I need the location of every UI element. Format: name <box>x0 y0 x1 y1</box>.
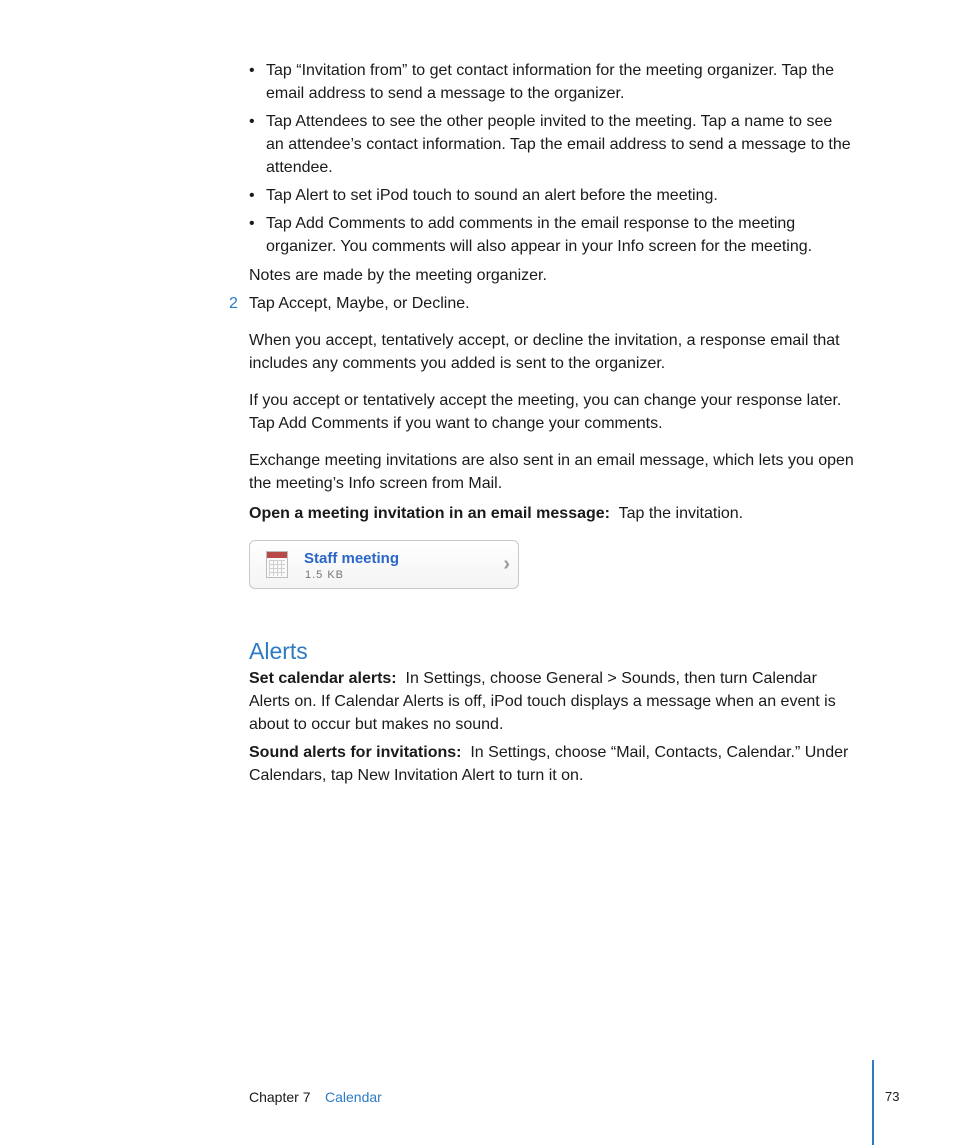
bullet-item <box>249 59 854 105</box>
bullet-item <box>249 184 854 207</box>
instruction-lead: Sound alerts for invitations: <box>249 744 462 761</box>
bullet-text: Tap “Invitation from” to get contact information for the meeting organizer. Tap the email address to send a message to the organizer. <box>266 62 835 102</box>
instruction-text: In Settings, choose “Mail, Contacts, Calendar.” Under Calendars, tap New Invitation Alert to turn it on. <box>249 744 849 784</box>
sound-alerts-invitations <box>249 741 861 787</box>
bullet-glyph: • <box>249 62 255 79</box>
instruction-text: In Settings, choose General > Sounds, then turn Calendar Alerts on. If Calendar Alerts is off, iPod touch displays a message when an event is about to occur but makes no sound. <box>249 670 836 733</box>
paragraph-exchange: Exchange meeting invitations are also sent in an email message, which lets you open the meeting’s Info screen from Mail. <box>249 452 854 492</box>
paragraph-change: If you accept or tentatively accept the meeting, you can change your response later. Tap Add Comments if you want to change your comments. <box>249 392 842 432</box>
page-number: 73 <box>885 1089 900 1104</box>
instruction-text: Tap the invitation. <box>618 505 744 522</box>
attachment-size: 1.5 KB <box>305 569 345 581</box>
notes-line: Notes are made by the meeting organizer. <box>249 267 547 284</box>
bullet-text: Tap Add Comments to add comments in the email response to the meeting organizer. You comments will also appear in your Info screen for the meeting. <box>266 215 813 255</box>
chevron-right-icon: › <box>503 553 510 575</box>
section-heading-alerts: Alerts <box>249 638 308 664</box>
attachment-title: Staff meeting <box>304 550 400 567</box>
invitation-attachment[interactable] <box>249 540 519 589</box>
calendar-icon <box>266 551 288 578</box>
step-text: Tap Accept, Maybe, or Decline. <box>249 295 470 312</box>
bullet-glyph: • <box>249 215 255 232</box>
footer-chapter: Chapter 7 <box>249 1089 311 1105</box>
paragraph-accept: When you accept, tentatively accept, or decline the invitation, a response email that includes any comments you added is sent to the organizer. <box>249 332 840 372</box>
bullet-glyph: • <box>249 187 255 204</box>
bullet-glyph: • <box>249 113 255 130</box>
footer-chapter-title: Calendar <box>325 1089 382 1105</box>
open-invitation-instruction <box>249 502 861 525</box>
footer-divider <box>872 1060 874 1145</box>
bullet-item <box>249 110 854 179</box>
instruction-lead: Open a meeting invitation in an email message: <box>249 505 610 522</box>
bullet-item <box>249 212 854 258</box>
step-number: 2 <box>229 295 238 312</box>
set-calendar-alerts <box>249 667 861 736</box>
bullet-text: Tap Alert to set iPod touch to sound an alert before the meeting. <box>266 187 718 204</box>
instruction-lead: Set calendar alerts: <box>249 670 397 687</box>
bullet-text: Tap Attendees to see the other people invited to the meeting. Tap a name to see an attendee’s contact information. Tap the email address to send a message to the attendee. <box>266 113 851 176</box>
